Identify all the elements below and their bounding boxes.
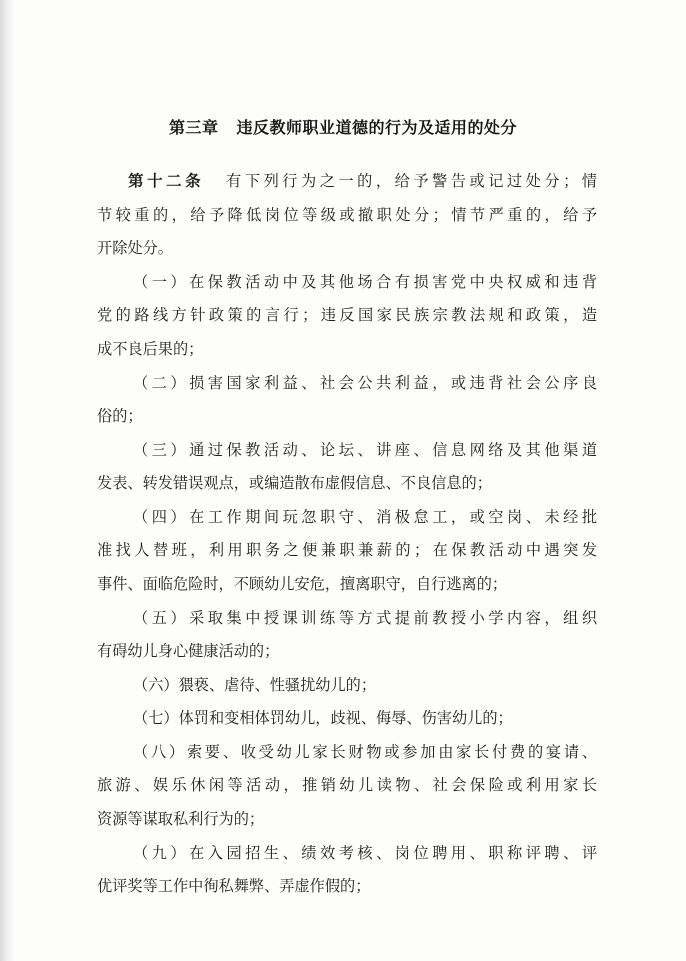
article-label: 第十二条 [128,172,205,190]
item-line: 事件、面临危险时，不顾幼儿安危，擅离职守，自行逃离的； [97,575,508,593]
item-line: （八）索要、收受幼儿家长财物或参加由家长付费的宴请、 [133,743,597,761]
chapter-title [0,115,686,138]
chapter-heading: 违反教师职业道德的行为及适用的处分 [236,118,518,137]
item-line: （七）体罚和变相体罚幼儿，歧视、侮辱、伤害幼儿的； [133,709,513,727]
item-line: （二）损害国家利益、社会公共利益，或违背社会公序良 [133,374,597,392]
item-line: 发表、转发错误观点，或编造散布虚假信息、不良信息的； [97,474,492,492]
item-line: 党的路线方针政策的言行；违反国家民族宗教法规和政策，造 [97,306,597,324]
item-line: 准找人替班，利用职务之便兼职兼薪的；在保教活动中遇突发 [97,541,597,559]
item-line: （六）猥亵、虐待、性骚扰幼儿的； [133,676,376,694]
item-line: （三）通过保教活动、论坛、讲座、信息网络及其他渠道 [133,441,597,459]
item-line: （五）采取集中授课训练等方式提前教授小学内容，组织 [133,609,597,627]
item-line: 优评奖等工作中徇私舞弊、弄虚作假的； [97,877,371,895]
article-line: 节较重的，给予降低岗位等级或撤职处分；情节严重的，给予 [97,206,597,224]
item-line: （一）在保教活动中及其他场合有损害党中央权威和违背 [133,273,597,291]
article-line: 开除处分。 [97,239,173,257]
chapter-number: 第三章 [168,118,219,137]
item-line: 俗的； [97,407,143,425]
item-line: （九）在入园招生、绩效考核、岗位聘用、职称评聘、评 [133,844,597,862]
scan-edge-shadow [0,0,14,961]
article-text: 有下列行为之一的，给予警告或记过处分；情 [226,172,597,190]
article-line [97,170,597,192]
item-line: 资源等谋取私利行为的； [97,810,265,828]
item-line: 有碍幼儿身心健康活动的； [97,642,280,660]
item-line: 成不良后果的； [97,340,204,358]
item-line: （四）在工作期间玩忽职守、消极怠工，或空岗、未经批 [133,508,597,526]
item-line: 旅游、娱乐休闲等活动，推销幼儿读物、社会保险或利用家长 [97,776,597,794]
